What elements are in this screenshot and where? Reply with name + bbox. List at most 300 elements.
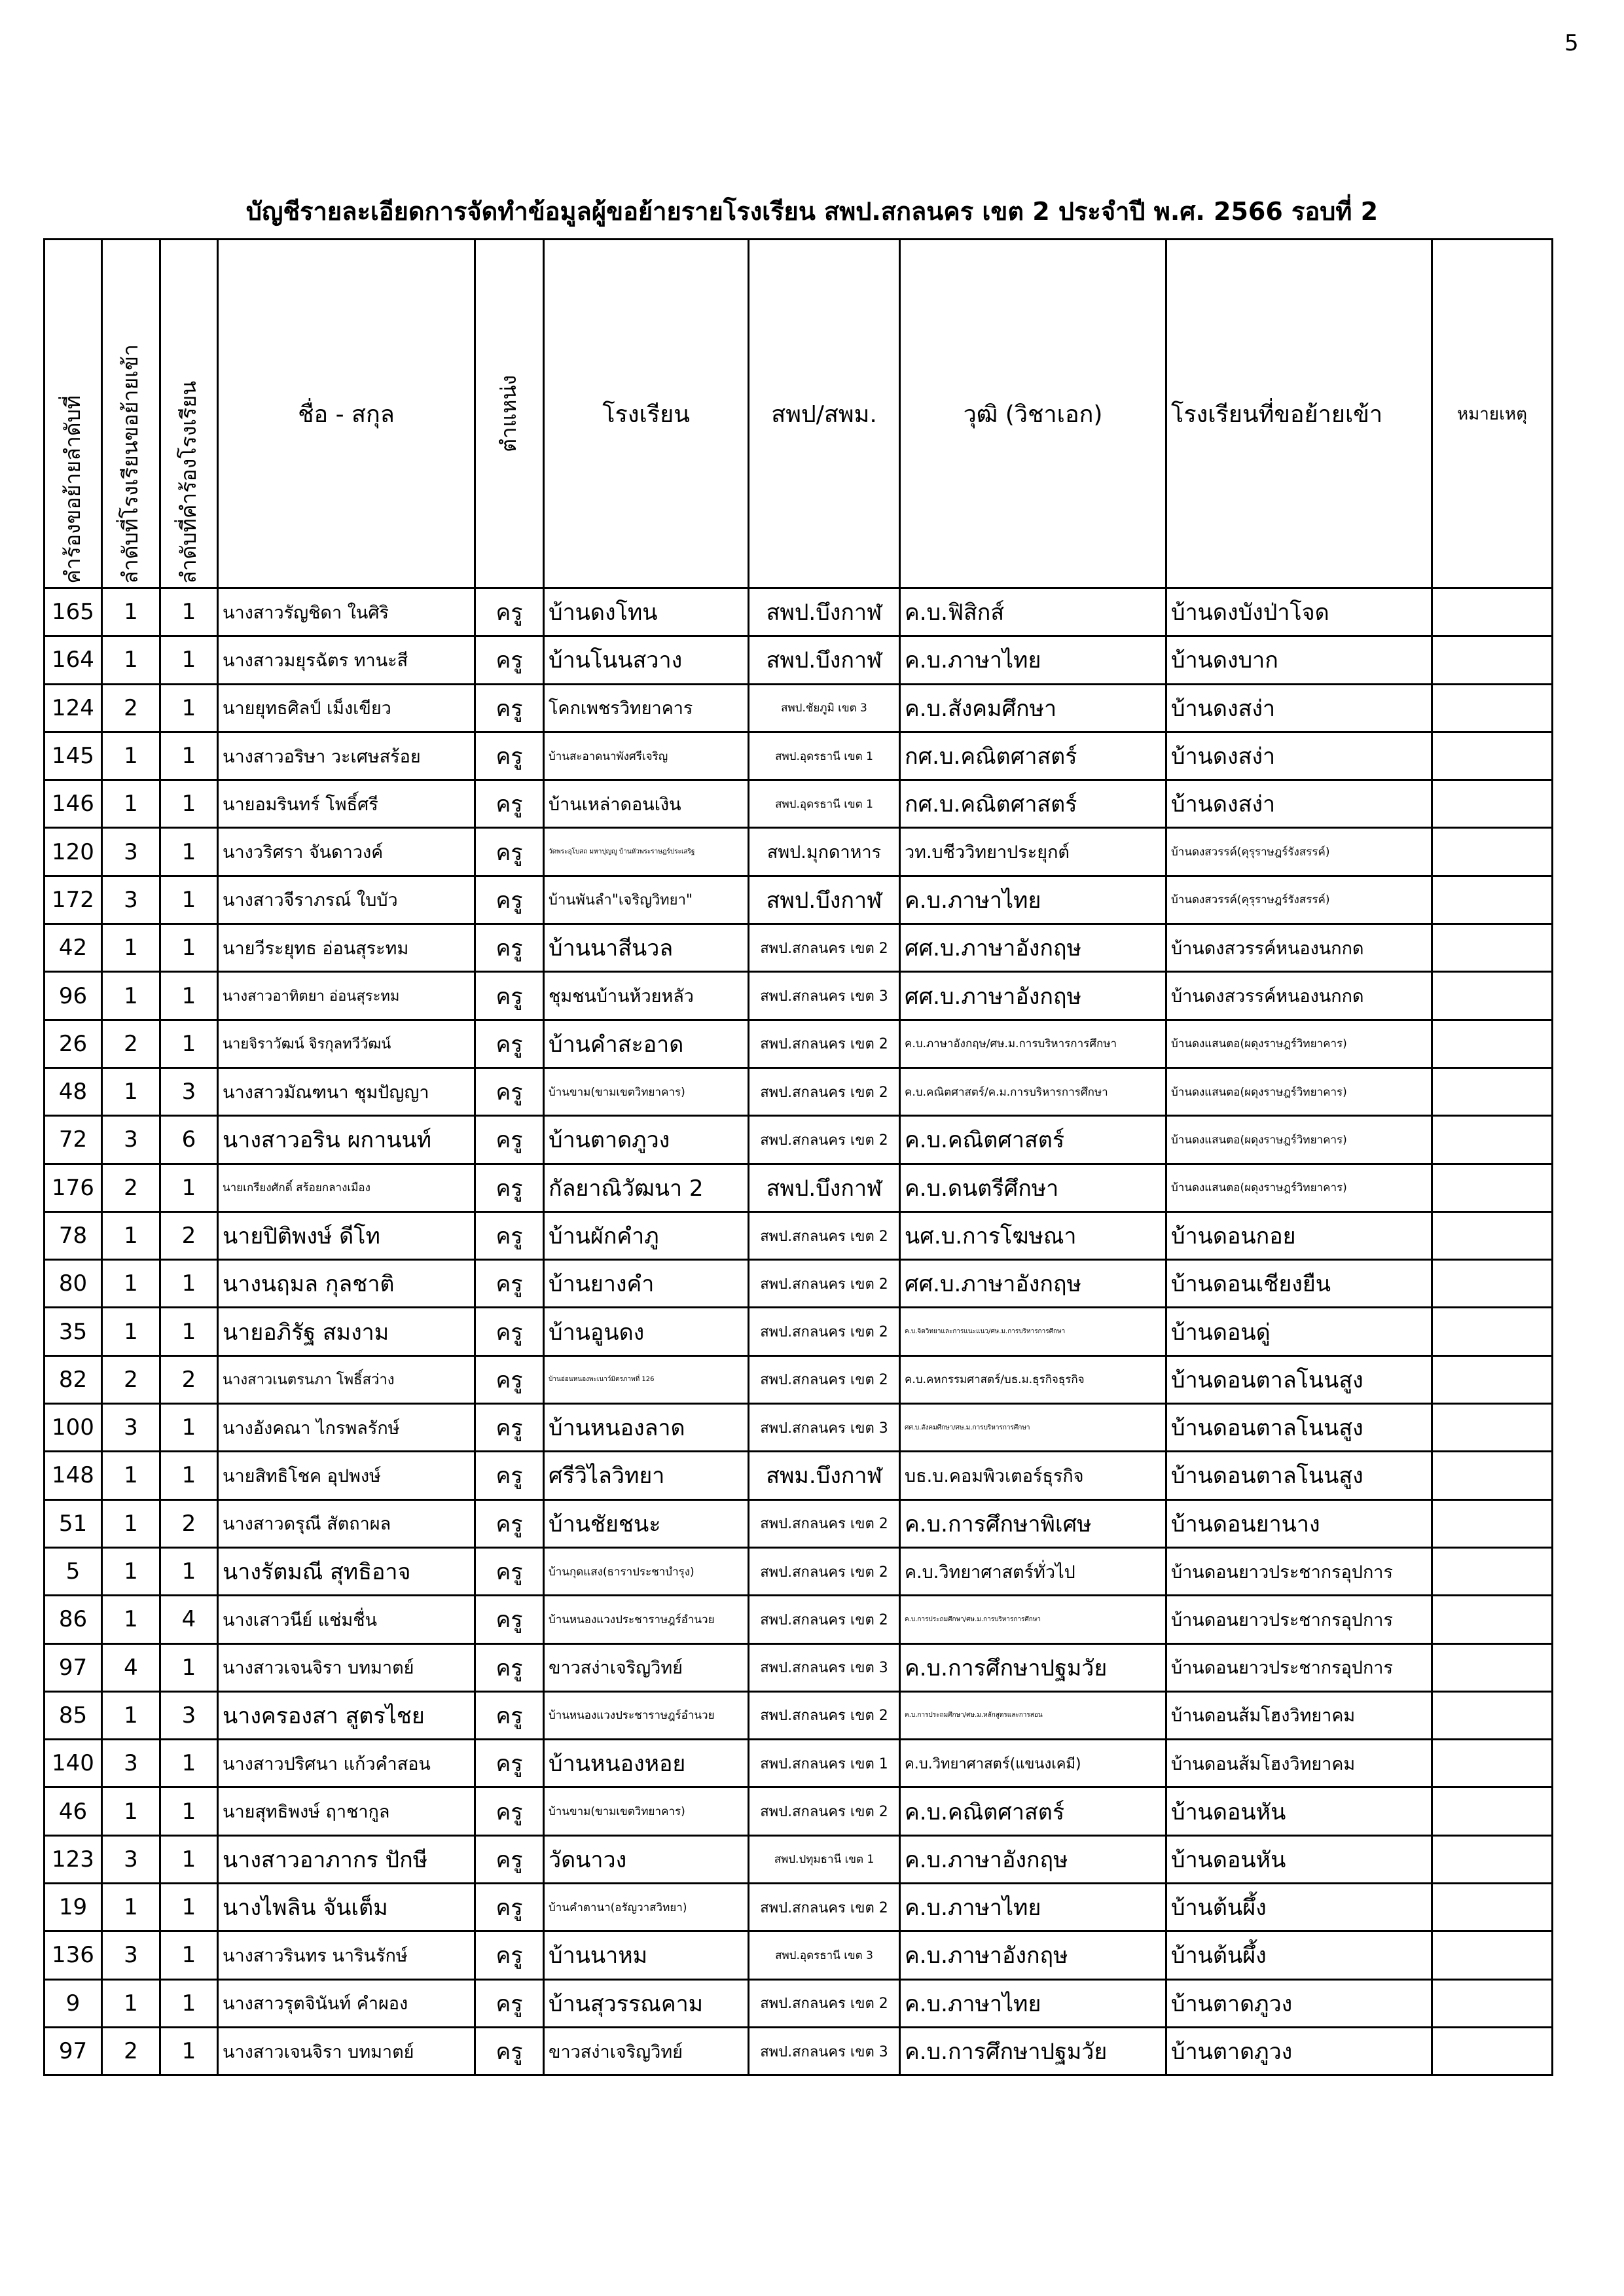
cell-school: บ้านสะอาดนาพังศรีเจริญ (544, 732, 749, 780)
cell-school: บ้านตาดภูวง (544, 1116, 749, 1164)
table-row (45, 1691, 1553, 1739)
cell-degree: ค.บ.การศึกษาปฐมวัย (900, 1643, 1166, 1691)
cell-request-rank-school: 1 (160, 1979, 218, 2027)
cell-school: บ้านหนองลาด (544, 1404, 749, 1452)
cell-remark (1432, 1835, 1553, 1883)
cell-position: ครู (475, 684, 544, 732)
cell-school: ขาวสง่าเจริญวิทย์ (544, 1643, 749, 1691)
cell-remark (1432, 1979, 1553, 2027)
cell-degree: ค.บ.คหกรรมศาสตร์/บธ.ม.ธุรกิจธุรกิจ (900, 1355, 1166, 1403)
cell-office: สพป.ชัยภูมิ เขต 3 (749, 684, 900, 732)
cell-school-order-in: 1 (102, 1787, 160, 1835)
cell-remark (1432, 828, 1553, 876)
cell-school: ชุมชนบ้านห้วยหลัว (544, 972, 749, 1020)
cell-request-order: 146 (45, 780, 102, 828)
cell-office: สพป.สกลนคร เขต 2 (749, 1884, 900, 1931)
cell-degree: ค.บ.ภาษาอังกฤษ/ศษ.ม.การบริหารการศึกษา (900, 1020, 1166, 1067)
cell-remark (1432, 1116, 1553, 1164)
cell-school: โคกเพชรวิทยาคาร (544, 684, 749, 732)
cell-request-rank-school: 1 (160, 732, 218, 780)
cell-target-school: บ้านดอนยาวประชากรอุปการ (1166, 1596, 1432, 1643)
cell-office: สพป.สกลนคร เขต 2 (749, 1691, 900, 1739)
cell-request-rank-school: 1 (160, 972, 218, 1020)
cell-school-order-in: 1 (102, 1596, 160, 1643)
cell-school-order-in: 1 (102, 1308, 160, 1355)
cell-remark (1432, 972, 1553, 1020)
cell-target-school: บ้านดงแสนตอ(ผดุงราษฎร์วิทยาคาร) (1166, 1164, 1432, 1211)
cell-remark (1432, 1211, 1553, 1259)
cell-school-order-in: 1 (102, 924, 160, 972)
cell-position: ครู (475, 876, 544, 924)
cell-remark (1432, 1404, 1553, 1452)
cell-degree: ค.บ.สังคมศึกษา (900, 684, 1166, 732)
cell-school-order-in: 3 (102, 1931, 160, 1979)
cell-degree: ค.บ.การศึกษาปฐมวัย (900, 2027, 1166, 2075)
cell-request-rank-school: 3 (160, 1067, 218, 1115)
cell-target-school: บ้านดอนยาวประชากรอุปการ (1166, 1643, 1432, 1691)
cell-degree: ค.บ.การประถมศึกษา/ศษ.ม.หลักสูตรและการสอน (900, 1691, 1166, 1739)
cell-target-school: บ้านดอนกอย (1166, 1211, 1432, 1259)
cell-position: ครู (475, 2027, 544, 2075)
table-row (45, 1404, 1553, 1452)
cell-request-order: 148 (45, 1452, 102, 1499)
cell-school-order-in: 1 (102, 1067, 160, 1115)
cell-target-school: บ้านดอนส้มโฮงวิทยาคม (1166, 1691, 1432, 1739)
cell-position: ครู (475, 1355, 544, 1403)
cell-position: ครู (475, 972, 544, 1020)
cell-target-school: บ้านดอนหัน (1166, 1787, 1432, 1835)
cell-school: บ้านขาม(ขามเขตวิทยาคาร) (544, 1787, 749, 1835)
document-title: บัญชีรายละเอียดการจัดทำข้อมูลผู้ขอย้ายรายโรงเรียน สพป.สกลนคร เขต 2 ประจำปี พ.ศ. 2566 รอบที่ 2 (245, 197, 1379, 226)
cell-request-rank-school: 1 (160, 1404, 218, 1452)
cell-remark (1432, 1355, 1553, 1403)
cell-degree: ค.บ.ภาษาไทย (900, 876, 1166, 924)
cell-request-order: 9 (45, 1979, 102, 2027)
cell-position: ครู (475, 1308, 544, 1355)
table-row (45, 924, 1553, 972)
table-row (45, 2027, 1553, 2075)
cell-target-school: บ้านดงแสนตอ(ผดุงราษฎร์วิทยาคาร) (1166, 1020, 1432, 1067)
cell-remark (1432, 1643, 1553, 1691)
cell-school: บ้านสุวรรณคาม (544, 1979, 749, 2027)
table-row (45, 1547, 1553, 1595)
cell-school: บ้านหนองแวงประชาราษฎร์อำนวย (544, 1596, 749, 1643)
cell-school-order-in: 2 (102, 1355, 160, 1403)
cell-target-school: บ้านต้นผึ้ง (1166, 1884, 1432, 1931)
cell-request-rank-school: 1 (160, 1308, 218, 1355)
cell-degree: ค.บ.คณิตศาสตร์ (900, 1116, 1166, 1164)
cell-target-school: บ้านดอนส้มโฮงวิทยาคม (1166, 1740, 1432, 1787)
cell-name: นางสาวรินทร นารินรักษ์ (218, 1931, 475, 1979)
header-request-rank-school: ลำดับที่คำร้องโรงเรียน (160, 240, 218, 588)
cell-name: นายอมรินทร์ โพธิ์ศรี (218, 780, 475, 828)
cell-school: วัดนาวง (544, 1835, 749, 1883)
cell-request-order: 145 (45, 732, 102, 780)
cell-degree: ค.บ.วิทยาศาสตร์(แขนงเคมี) (900, 1740, 1166, 1787)
cell-request-rank-school: 1 (160, 828, 218, 876)
cell-remark (1432, 1308, 1553, 1355)
table-row (45, 588, 1553, 636)
cell-remark (1432, 1547, 1553, 1595)
header-position: ตำแหน่ง (475, 240, 544, 588)
cell-target-school: บ้านดอนดู่ (1166, 1308, 1432, 1355)
cell-remark (1432, 780, 1553, 828)
cell-name: นางสาวจีราภรณ์ ใบบัว (218, 876, 475, 924)
table-row (45, 1643, 1553, 1691)
cell-school: บ้านคำตานา(อรัญวาสวิทยา) (544, 1884, 749, 1931)
cell-school-order-in: 1 (102, 972, 160, 1020)
cell-degree: ค.บ.จิตวิทยาและการแนะแนว/ศษ.ม.การบริหารการศึกษา (900, 1308, 1166, 1355)
cell-office: สพป.สกลนคร เขต 2 (749, 1116, 900, 1164)
cell-name: นางสาวอริน ผกานนท์ (218, 1116, 475, 1164)
table-row (45, 972, 1553, 1020)
cell-office: สพป.ปทุมธานี เขต 1 (749, 1835, 900, 1883)
cell-request-rank-school: 1 (160, 1835, 218, 1883)
cell-school-order-in: 1 (102, 1260, 160, 1308)
cell-position: ครู (475, 1020, 544, 1067)
cell-request-order: 35 (45, 1308, 102, 1355)
cell-school: ศรีวิไลวิทยา (544, 1452, 749, 1499)
cell-school-order-in: 1 (102, 1547, 160, 1595)
cell-degree: ค.บ.คณิตศาสตร์ (900, 1787, 1166, 1835)
cell-school-order-in: 1 (102, 1979, 160, 2027)
table-row (45, 1787, 1553, 1835)
cell-remark (1432, 636, 1553, 684)
cell-position: ครู (475, 1499, 544, 1547)
cell-request-order: 97 (45, 1643, 102, 1691)
cell-name: นางสาวอาทิตยา อ่อนสุระทม (218, 972, 475, 1020)
cell-request-order: 140 (45, 1740, 102, 1787)
cell-school-order-in: 1 (102, 1452, 160, 1499)
cell-request-order: 48 (45, 1067, 102, 1115)
header-school: โรงเรียน (544, 240, 749, 588)
cell-office: สพป.สกลนคร เขต 2 (749, 1979, 900, 2027)
cell-office: สพป.บึงกาฬ (749, 876, 900, 924)
cell-request-order: 100 (45, 1404, 102, 1452)
cell-position: ครู (475, 1643, 544, 1691)
cell-target-school: บ้านดงสง่า (1166, 780, 1432, 828)
cell-school: บ้านชัยชนะ (544, 1499, 749, 1547)
cell-office: สพป.สกลนคร เขต 3 (749, 972, 900, 1020)
cell-target-school: บ้านต้นผึ้ง (1166, 1931, 1432, 1979)
cell-request-rank-school: 1 (160, 1931, 218, 1979)
cell-school: บ้านหนองแวงประชาราษฎร์อำนวย (544, 1691, 749, 1739)
header-target-school: โรงเรียนที่ขอย้ายเข้า (1166, 240, 1432, 588)
cell-school: ขาวสง่าเจริญวิทย์ (544, 2027, 749, 2075)
cell-name: นายจิราวัฒน์ จิรกุลทวีวัฒน์ (218, 1020, 475, 1067)
cell-request-order: 51 (45, 1499, 102, 1547)
cell-name: นายปิติพงษ์ ดีโท (218, 1211, 475, 1259)
cell-remark (1432, 1067, 1553, 1115)
cell-office: สพป.สกลนคร เขต 1 (749, 1740, 900, 1787)
cell-position: ครู (475, 924, 544, 972)
cell-request-order: 172 (45, 876, 102, 924)
cell-name: นางนฤมล กุลชาติ (218, 1260, 475, 1308)
table-row (45, 1979, 1553, 2027)
cell-request-rank-school: 3 (160, 1691, 218, 1739)
cell-position: ครู (475, 1547, 544, 1595)
header-row (45, 240, 1553, 588)
cell-remark (1432, 1740, 1553, 1787)
cell-school: วัดพระอุโบสถ มหาปุญญู บ้านหัวพระราษฎร์ประเสริฐ (544, 828, 749, 876)
cell-degree: ค.บ.ภาษาไทย (900, 1884, 1166, 1931)
cell-school: บ้านพันลำ"เจริญวิทยา" (544, 876, 749, 924)
cell-office: สพป.อุดรธานี เขต 1 (749, 732, 900, 780)
page-number: 5 (1564, 30, 1579, 56)
header-remark: หมายเหตุ (1432, 240, 1553, 588)
cell-position: ครู (475, 780, 544, 828)
cell-name: นางสาวเจนจิรา บทมาตย์ (218, 1643, 475, 1691)
cell-target-school: บ้านดงสง่า (1166, 732, 1432, 780)
cell-name: นางสาวเจนจิรา บทมาตย์ (218, 2027, 475, 2075)
cell-office: สพม.บึงกาฬ (749, 1452, 900, 1499)
cell-school-order-in: 1 (102, 780, 160, 828)
cell-school-order-in: 3 (102, 876, 160, 924)
cell-position: ครู (475, 1740, 544, 1787)
cell-name: นางอังคณา ไกรพลรักษ์ (218, 1404, 475, 1452)
cell-office: สพป.สกลนคร เขต 2 (749, 1355, 900, 1403)
cell-office: สพป.สกลนคร เขต 2 (749, 1547, 900, 1595)
cell-office: สพป.สกลนคร เขต 2 (749, 1020, 900, 1067)
cell-remark (1432, 732, 1553, 780)
cell-request-rank-school: 1 (160, 636, 218, 684)
cell-position: ครู (475, 1404, 544, 1452)
cell-remark (1432, 1884, 1553, 1931)
cell-degree: ค.บ.ภาษาไทย (900, 1979, 1166, 2027)
cell-position: ครู (475, 1931, 544, 1979)
cell-remark (1432, 1452, 1553, 1499)
table-row (45, 1355, 1553, 1403)
table-row (45, 1211, 1553, 1259)
cell-request-rank-school: 1 (160, 1260, 218, 1308)
cell-name: นางเสาวนีย์ แช่มชื่น (218, 1596, 475, 1643)
cell-request-order: 96 (45, 972, 102, 1020)
table-row (45, 1067, 1553, 1115)
cell-request-order: 26 (45, 1020, 102, 1067)
cell-position: ครู (475, 1067, 544, 1115)
cell-target-school: บ้านดงสง่า (1166, 684, 1432, 732)
table-row (45, 732, 1553, 780)
cell-office: สพป.สกลนคร เขต 2 (749, 1211, 900, 1259)
cell-request-order: 19 (45, 1884, 102, 1931)
cell-request-rank-school: 1 (160, 924, 218, 972)
cell-office: สพป.บึงกาฬ (749, 588, 900, 636)
cell-position: ครู (475, 1260, 544, 1308)
cell-remark (1432, 924, 1553, 972)
cell-school-order-in: 1 (102, 1884, 160, 1931)
cell-degree: ศศ.บ.ภาษาอังกฤษ (900, 972, 1166, 1020)
cell-target-school: บ้านดอนหัน (1166, 1835, 1432, 1883)
cell-target-school: บ้านตาดภูวง (1166, 1979, 1432, 2027)
cell-remark (1432, 876, 1553, 924)
cell-office: สพป.สกลนคร เขต 3 (749, 1643, 900, 1691)
cell-name: นางไพลิน จันเต็ม (218, 1884, 475, 1931)
cell-position: ครู (475, 1164, 544, 1211)
header-name: ชื่อ - สกุล (218, 240, 475, 588)
cell-request-order: 136 (45, 1931, 102, 1979)
cell-office: สพป.อุดรธานี เขต 1 (749, 780, 900, 828)
cell-school: กัลยาณิวัฒนา 2 (544, 1164, 749, 1211)
cell-position: ครู (475, 588, 544, 636)
cell-office: สพป.บึงกาฬ (749, 636, 900, 684)
cell-name: นางสาวมยุรฉัตร ทานะสี (218, 636, 475, 684)
cell-target-school: บ้านดงสวรรค์(คุรุราษฎร์รังสรรค์) (1166, 876, 1432, 924)
cell-degree: กศ.บ.คณิตศาสตร์ (900, 780, 1166, 828)
cell-position: ครู (475, 1979, 544, 2027)
cell-name: นางครองสา สูตรไชย (218, 1691, 475, 1739)
cell-request-order: 97 (45, 2027, 102, 2075)
cell-remark (1432, 1499, 1553, 1547)
cell-request-order: 120 (45, 828, 102, 876)
cell-office: สพป.สกลนคร เขต 2 (749, 1260, 900, 1308)
cell-remark (1432, 588, 1553, 636)
cell-degree: ค.บ.การประถมศึกษา/ศษ.ม.การบริหารการศึกษา (900, 1596, 1166, 1643)
cell-office: สพป.บึงกาฬ (749, 1164, 900, 1211)
cell-request-order: 80 (45, 1260, 102, 1308)
cell-school: บ้านอูนดง (544, 1308, 749, 1355)
cell-position: ครู (475, 1884, 544, 1931)
cell-school: บ้านหนองหอย (544, 1740, 749, 1787)
cell-school-order-in: 1 (102, 1499, 160, 1547)
cell-office: สพป.อุดรธานี เขต 3 (749, 1931, 900, 1979)
cell-request-order: 85 (45, 1691, 102, 1739)
cell-request-rank-school: 6 (160, 1116, 218, 1164)
table-row (45, 684, 1553, 732)
cell-request-order: 82 (45, 1355, 102, 1403)
cell-office: สพป.สกลนคร เขต 3 (749, 2027, 900, 2075)
cell-remark (1432, 1931, 1553, 1979)
cell-request-rank-school: 1 (160, 588, 218, 636)
cell-degree: ค.บ.ฟิสิกส์ (900, 588, 1166, 636)
cell-name: นางสาวดรุณี สัตถาผล (218, 1499, 475, 1547)
cell-school-order-in: 3 (102, 1740, 160, 1787)
table-row (45, 1740, 1553, 1787)
table-row (45, 1260, 1553, 1308)
cell-office: สพป.สกลนคร เขต 2 (749, 1596, 900, 1643)
cell-office: สพป.สกลนคร เขต 2 (749, 1067, 900, 1115)
cell-school-order-in: 1 (102, 1691, 160, 1739)
cell-request-order: 176 (45, 1164, 102, 1211)
table-row (45, 636, 1553, 684)
cell-target-school: บ้านดอนยานาง (1166, 1499, 1432, 1547)
cell-position: ครู (475, 1452, 544, 1499)
cell-degree: ศศ.บ.สังคมศึกษา/ศษ.ม.การบริหารการศึกษา (900, 1404, 1166, 1452)
table-row (45, 1931, 1553, 1979)
cell-degree: ศศ.บ.ภาษาอังกฤษ (900, 924, 1166, 972)
table-row (45, 1116, 1553, 1164)
cell-target-school: บ้านดอนตาลโนนสูง (1166, 1404, 1432, 1452)
cell-request-order: 78 (45, 1211, 102, 1259)
cell-position: ครู (475, 1835, 544, 1883)
cell-name: นางสาวมัณฑนา ชุมปัญญา (218, 1067, 475, 1115)
cell-request-order: 123 (45, 1835, 102, 1883)
cell-name: นางรัตมณี สุทธิอาจ (218, 1547, 475, 1595)
cell-target-school: บ้านดอนตาลโนนสูง (1166, 1355, 1432, 1403)
cell-position: ครู (475, 732, 544, 780)
table-row (45, 1596, 1553, 1643)
cell-school: บ้านเหล่าดอนเงิน (544, 780, 749, 828)
cell-name: นางสาวเนตรนภา โพธิ์สว่าง (218, 1355, 475, 1403)
cell-school-order-in: 1 (102, 588, 160, 636)
cell-request-rank-school: 1 (160, 1452, 218, 1499)
cell-remark (1432, 1596, 1553, 1643)
cell-school-order-in: 3 (102, 1835, 160, 1883)
table-row (45, 1308, 1553, 1355)
table-row (45, 1164, 1553, 1211)
cell-degree: ค.บ.ภาษาอังกฤษ (900, 1931, 1166, 1979)
cell-request-order: 42 (45, 924, 102, 972)
cell-office: สพป.สกลนคร เขต 3 (749, 1404, 900, 1452)
cell-school-order-in: 1 (102, 636, 160, 684)
cell-name: นายเกรียงศักดิ์ สร้อยกลางเมือง (218, 1164, 475, 1211)
cell-name: นายอภิรัฐ สมงาม (218, 1308, 475, 1355)
cell-remark (1432, 2027, 1553, 2075)
cell-school-order-in: 2 (102, 1020, 160, 1067)
cell-name: นางวริศรา จันดาวงค์ (218, 828, 475, 876)
cell-school-order-in: 3 (102, 1116, 160, 1164)
cell-name: นางสาวอาภากร ปักษี (218, 1835, 475, 1883)
cell-target-school: บ้านดงบาก (1166, 636, 1432, 684)
cell-position: ครู (475, 828, 544, 876)
cell-name: นางสาวอริษา วะเศษสร้อย (218, 732, 475, 780)
cell-school-order-in: 2 (102, 684, 160, 732)
cell-request-rank-school: 1 (160, 1787, 218, 1835)
cell-request-rank-school: 1 (160, 1884, 218, 1931)
cell-name: นายสุทธิพงษ์ ฤาชากูล (218, 1787, 475, 1835)
cell-degree: ค.บ.ดนตรีศึกษา (900, 1164, 1166, 1211)
cell-degree: วท.บชีววิทยาประยุกต์ (900, 828, 1166, 876)
cell-request-rank-school: 1 (160, 2027, 218, 2075)
cell-target-school: บ้านดงสวรรค์หนองนกกด (1166, 972, 1432, 1020)
cell-request-rank-school: 1 (160, 1547, 218, 1595)
table-row (45, 1020, 1553, 1067)
cell-request-order: 72 (45, 1116, 102, 1164)
table-row (45, 828, 1553, 876)
cell-target-school: บ้านดอนตาลโนนสูง (1166, 1452, 1432, 1499)
cell-request-rank-school: 1 (160, 876, 218, 924)
cell-school: บ้านนาสีนวล (544, 924, 749, 972)
cell-school: บ้านขาม(ขามเขตวิทยาคาร) (544, 1067, 749, 1115)
table-row (45, 1499, 1553, 1547)
cell-target-school: บ้านดอนยาวประชากรอุปการ (1166, 1547, 1432, 1595)
cell-degree: นศ.บ.การโฆษณา (900, 1211, 1166, 1259)
header-office: สพป/สพม. (749, 240, 900, 588)
cell-request-rank-school: 1 (160, 1740, 218, 1787)
cell-remark (1432, 684, 1553, 732)
cell-request-order: 46 (45, 1787, 102, 1835)
cell-remark (1432, 1020, 1553, 1067)
cell-degree: ค.บ.ภาษาไทย (900, 636, 1166, 684)
cell-target-school: บ้านดงสวรรค์(คุรุราษฎร์รังสรรค์) (1166, 828, 1432, 876)
cell-degree: ค.บ.การศึกษาพิเศษ (900, 1499, 1166, 1547)
cell-school-order-in: 3 (102, 1404, 160, 1452)
cell-school-order-in: 2 (102, 2027, 160, 2075)
cell-name: นายวีระยุทธ อ่อนสุระทม (218, 924, 475, 972)
cell-request-rank-school: 2 (160, 1355, 218, 1403)
cell-position: ครู (475, 636, 544, 684)
header-degree: วุฒิ (วิชาเอก) (900, 240, 1166, 588)
cell-school: บ้านกุดแสง(ธาราประชาบำรุง) (544, 1547, 749, 1595)
cell-school: บ้านอ่อนหนองพะเนาว์มิตรภาพที่ 126 (544, 1355, 749, 1403)
cell-remark (1432, 1260, 1553, 1308)
cell-school: บ้านคำสะอาด (544, 1020, 749, 1067)
cell-remark (1432, 1787, 1553, 1835)
cell-school: บ้านนาหม (544, 1931, 749, 1979)
cell-remark (1432, 1164, 1553, 1211)
cell-degree: กศ.บ.คณิตศาสตร์ (900, 732, 1166, 780)
cell-position: ครู (475, 1596, 544, 1643)
cell-position: ครู (475, 1211, 544, 1259)
